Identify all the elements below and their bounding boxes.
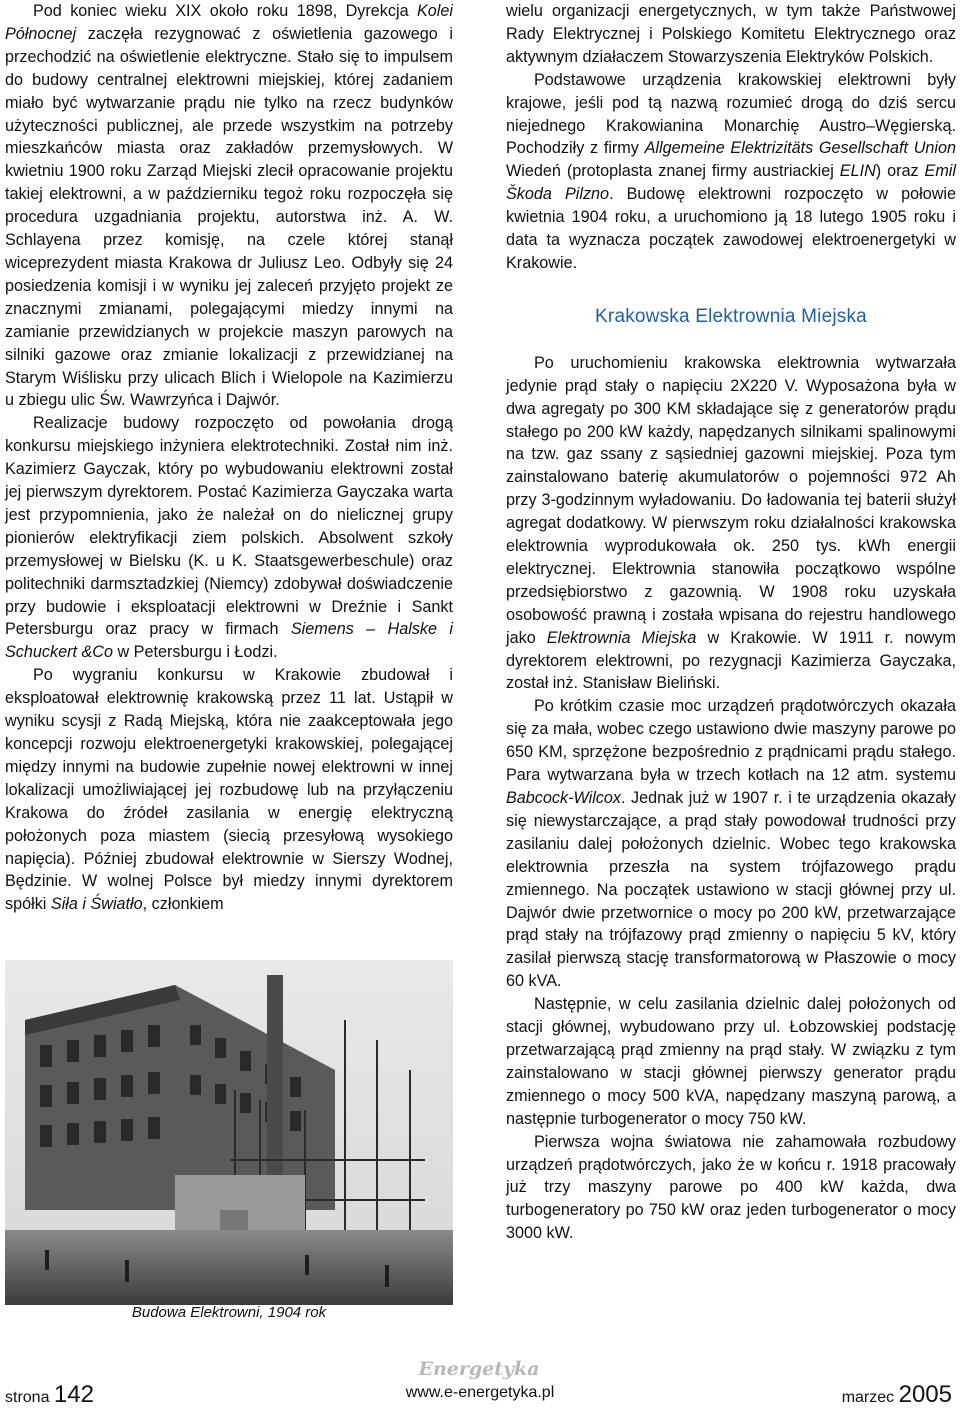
text: zaczęła rezygnować z oświetlenia gazowego i przechodzić na oświetlenie elektryczne. Stało się to impulsem do budowy centralnej elektrowni miejskiej, której zadaniem miało być wytwarzanie prądu nie tylko na rzecz budynków użyteczności publicznej, ale przede wszystkim na potrzeby mieszkańców miasta oraz zakładów przemysłowych. W kwietniu 1900 roku Zarząd Miejski zlecił opracowanie projektu takiej elektrowni, a w październiku tegoż roku rozpoczęła się procedura uzgadniania projektu, autorstwa inż. A. W. Schlayena przez komisję, na czele której stanął wiceprezydent miasta Krakowa dr Juliusz Leo. Odbyły się 24 posiedzenia komisji i w wyniku jej zaleceń przyjęto projekt ze znacznymi zmianami, polegającymi miedzy innymi na zamianie przewidzianych w projekcie maszyn parowych na silniki gazowe oraz zmianie lokalizacji z przewidzianej na Starym Wiślisku przy ulicach Blich i Wielopole na Kazimierzu u zbiegu ulic Św. Wawrzyńca i Dajwór. [5,24,453,410]
paragraph [5,664,453,916]
issue-year: 2005 [898,1381,952,1408]
construction-photo [5,960,453,1305]
paragraph: Następnie, w celu zasilania dzielnic dalej położonych od stacji głównej, wybudowano przy ul. Łobzowskiej podstację przetwarzającą prąd zmienny na prąd stały. W związku z tym zainstalowano w stacji głównej pierwszy generator prądu zmiennego o mocy 500 kVA, napędzany maszyną parową, a następnie turbogenerator o mocy 750 kW. [506,995,956,1128]
photo-caption: Budowa Elektrowni, 1904 rok [131,1304,327,1321]
text: . Budowę elektrowni rozpoczęto w połowie kwietnia 1904 roku, a uruchomiono ją 18 lutego 1905 roku i data ta wyznacza początek zawodowej elektroenergetyki w Krakowie. [506,185,956,272]
page-label: strona [5,1389,50,1406]
italic-text: Babcock-Wilcox [506,789,621,807]
text: w Krakowie. W 1911 r. nowym dyrektorem elektrowni, po rezygnacji Kazimierza Gayczaka, został inż. Stanisław Bieliński. [506,628,956,693]
text: Wiedeń (protoplasta znanej firmy austriackiej [506,162,840,181]
paragraph [5,412,453,664]
italic-text: Kolei Północnej [5,2,453,43]
text: w Petersburgu i Łodzi. [112,643,278,662]
italic-text: Siła i Światło [50,895,143,914]
paragraph [506,695,956,993]
text: Po krótkim czasie moc urządzeń prądotwórczych okazała się za mała, wobec czego ustawiono dwie maszyny parowe po 650 KM, sprzężone bezpośrednio z prądnicami prądu stałego. Para wytwarzana była w trzech kotłach na 12 atm. systemu [506,697,956,785]
italic-text: Allgemeine Elektrizitäts Gesellschaft Union [644,139,957,158]
text: Po uruchomieniu krakowska elektrownia wytwarzała jedynie prąd stały o napięciu 2X220 V. Wyposażona była w dwa agregaty po 300 KM składające się z generatorów prądu stałego po 200 kW każdy, napędzanych silnikami spalinowymi na tzw. gaz ssany z sąsiedniej gazowni miejskiej. Poza tym zainstalowano baterię akumulatorów o pojemności 972 Ah przy 3-godzinnym wyładowaniu. Do ładowania tej baterii służył agregat dodatkowy. W pierwszym roku działalności krakowska elektrownia wyprodukowała ok. 250 tys. kWh energii elektrycznej. Elektrownia stanowiła początkowo wspólne przedsiębiorstwo z gazownią. W 1908 roku uzyskała osobowość prawną i została wpisana do rejestru handlowego jako [506,353,956,647]
text: Podstawowe urządzenia krakowskiej elektrowni były krajowe, jeśli pod tą nazwą rozumieć drogą do dziś sercu niejednego Krakowianina Monarchię Austro–Węgierską. Pochodziły z firmy [506,70,956,158]
italic-text: Siemens – Halske i Schuckert &Co [5,620,453,662]
issue-month: marzec [841,1389,895,1406]
right-column [506,0,956,1245]
paragraph [506,352,956,696]
italic-text: ELIN [839,162,876,181]
section-heading: Krakowska Elektrownia Miejska [595,305,867,327]
italic-text: Emil Škoda Pilzno [506,162,956,204]
text: ) oraz [875,162,925,181]
left-column [5,0,453,916]
issue-date [842,1381,952,1409]
italic-text: Elektrownia Miejska [546,628,697,647]
page-num: 142 [53,1381,94,1408]
energetyka-logo: Energetyka [418,1358,540,1380]
paragraph: Pierwsza wojna światowa nie zahamowała rozbudowy urządzeń prądotwórczych, jako że w końcu r. 1918 pracowały już trzy maszyny parowe po 400 kW każda, dwa turbogeneratory po 750 kW oraz jeden turbogenerator o mocy 3000 kW. [506,1132,956,1243]
website-url[interactable]: www.e-energetyka.pl [405,1384,555,1401]
paragraph [5,0,453,412]
text: , członkiem [142,895,224,914]
text: Pod koniec wieku XIX około roku 1898, Dyrekcja [33,2,417,20]
text: . Jednak już w 1907 r. i te urządzenia okazały się niewystarczające, a prąd stały powodował trudności przy zasilaniu dalej położonych dzielnic. Wobec tego krakowska elektrownia przeszła na system trójfazowego prądu zmiennego. Na początek ustawiono w stacji głównej przy ul. Dajwór dwie przetwornice o mocy po 200 kW, przetwarzające prąd stały na trójfazowy prąd zmienny o napięciu 5 kV, który zasilał pierwszą stację transformatorową w Płaszowie o mocy 60 kVA. [506,789,956,991]
paragraph [506,69,956,275]
paragraph: wielu organizacji energetycznych, w tym także Państwowej Rady Elektrycznej i Polskiego Komitetu Elektrycznego oraz aktywnym działaczem Stowarzyszenia Elektryków Polskich. [506,2,956,66]
text: Realizacje budowy rozpoczęto od powołania drogą konkursu miejskiego inżyniera elektrotechniki. Został nim inż. Kazimierz Gayczak, który po wybudowaniu elektrowni został jej pierwszym dyrektorem. Postać Kazimierza Gayczaka warta jest przypomnienia, jako że należał on do nielicznej grupy pionierów elektryfikacji ziem polskich. Absolwent szkoły przemysłowej w Bielsku (K. u K. Staatsgewerbeschule) oraz politechniki darmsztadzkiej (Niemcy) zdobywał doświadczenie przy budowie i eksploatacji elektrowni w Dreźnie i Sankt Petersburgu oraz pracy w firmach [5,414,453,639]
text: Po wygraniu konkursu w Krakowie zbudował i eksploatował elektrownię krakowską przez 11 lat. Ustąpił w wyniku scysji z Radą Miejską, która nie zaakceptowała jego koncepcji rozwoju elektroenergetyki krakowskiej, polegającej między innymi na budowie zupełnie nowej elektrowni w innej lokalizacji umożliwiającej jej rozbudowę lub na przyłączeniu Krakowa do źródeł zasilania w energię elektryczną położonych poza miastem (siecią przesyłową wysokiego napięcia). Później zbudował elektrownie w Sierszy Wodnej, Będzinie. W wolnej Polsce był miedzy innymi dyrektorem spółki [5,666,453,914]
